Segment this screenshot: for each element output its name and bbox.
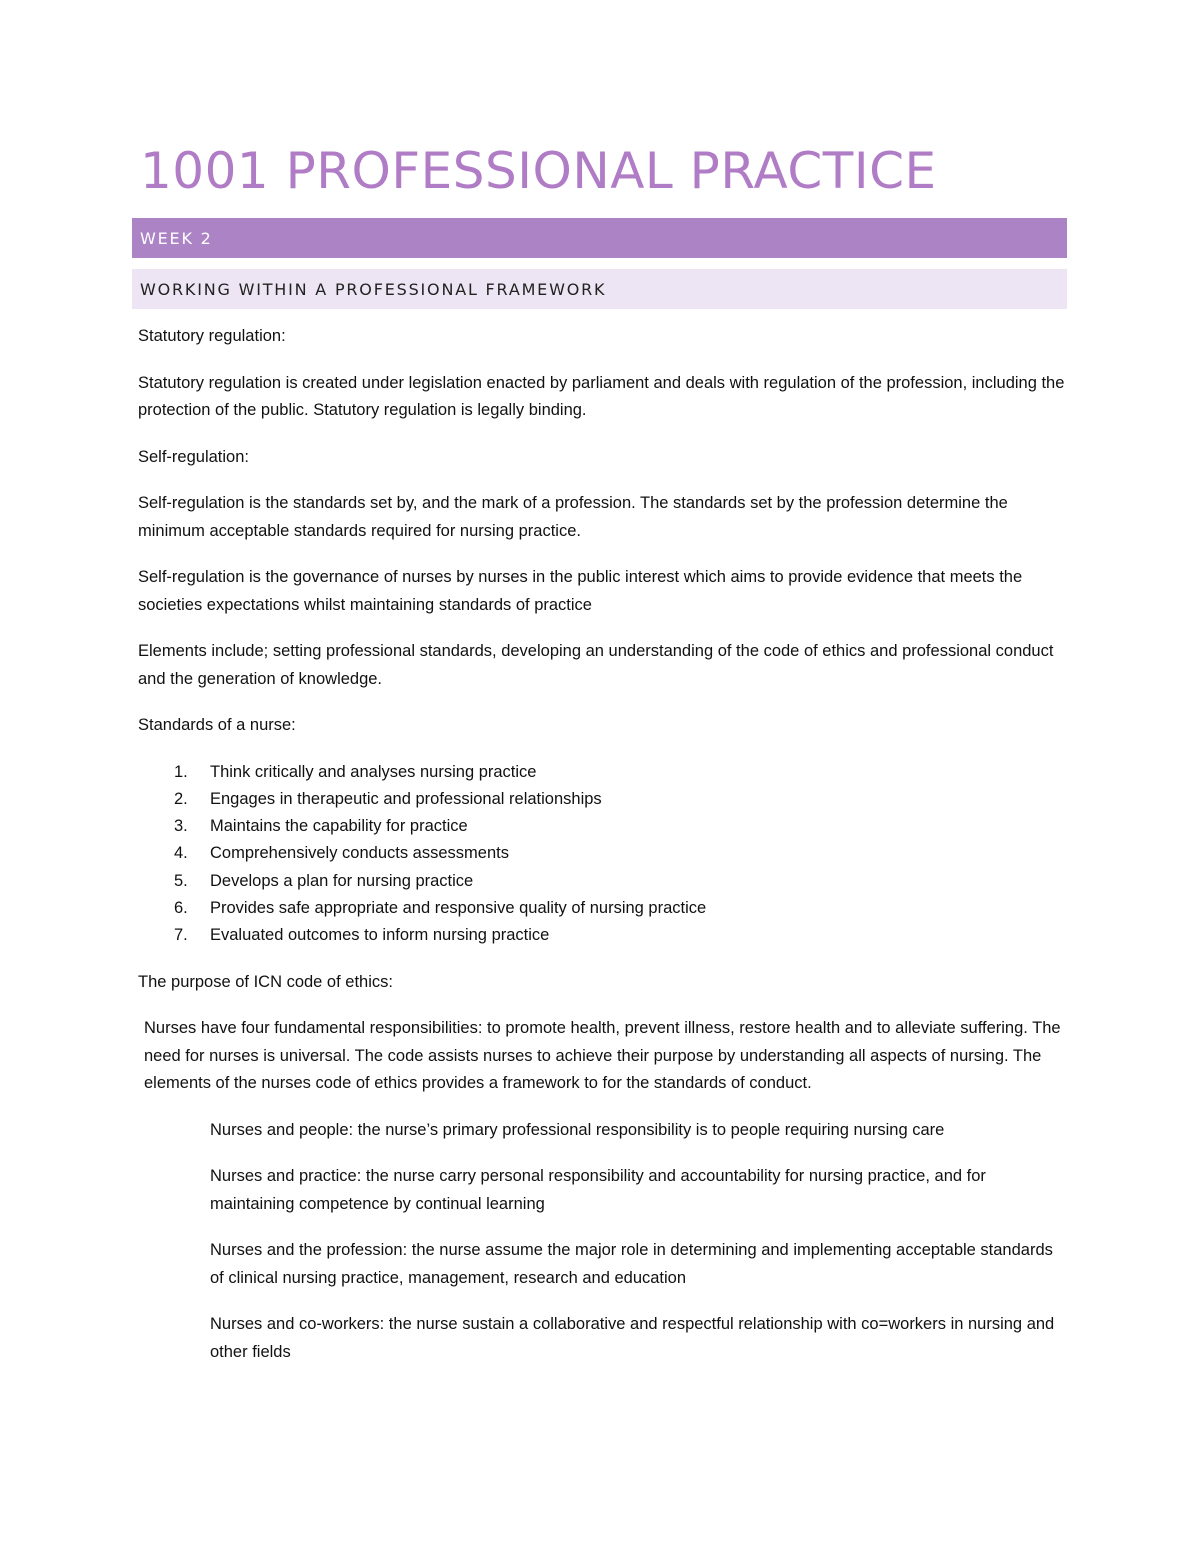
list-item-number: 5.	[174, 871, 188, 890]
statutory-label: Statutory regulation:	[138, 327, 286, 345]
list-item-number: 7.	[174, 926, 188, 945]
heading-section	[132, 269, 1067, 309]
list-item-text: Think critically and analyses nursing practice	[210, 762, 537, 781]
heading-week-label: WEEK 2	[140, 228, 213, 248]
list-item	[138, 813, 1068, 840]
standards-label: Standards of a nurse:	[138, 716, 296, 734]
icn-paragraph: Nurses have four fundamental responsibilities: to promote health, prevent illness, restore health and to alleviate suffering. The need for nurses is universal. The code assists nurses to achieve their purpose by understanding all aspects of nursing. The elements of the nurses code of ethics provides a framework to for the standards of conduct.	[144, 1019, 1061, 1093]
list-item-number: 4.	[174, 844, 188, 863]
heading-section-label: WORKING WITHIN A PROFESSIONAL FRAMEWORK	[140, 279, 607, 299]
heading-week	[132, 218, 1067, 258]
self-regulation-paragraph-2: Self-regulation is the governance of nurses by nurses in the public interest which aims to provide evidence that meets the societies expectations whilst maintaining standards of practice	[138, 568, 1023, 614]
element-nurses-and-people: Nurses and people: the nurse’s primary professional responsibility is to people requiring nursing care	[210, 1120, 945, 1139]
list-item-number: 3.	[174, 817, 188, 836]
list-item	[138, 786, 1068, 813]
list-item	[138, 868, 1068, 895]
icn-label: The purpose of ICN code of ethics:	[138, 972, 393, 991]
list-item	[138, 840, 1068, 867]
document-title: 1001 PROFESSIONAL PRACTICE	[140, 142, 937, 200]
list-item	[138, 759, 1068, 786]
list-item-number: 2.	[174, 789, 188, 808]
element-nurses-and-profession: Nurses and the profession: the nurse assume the major role in determining and implementing acceptable standards of clinical nursing practice, management, research and education	[210, 1241, 1053, 1287]
list-item-number: 6.	[174, 898, 188, 917]
list-item-number: 1.	[174, 762, 188, 781]
self-regulation-label: Self-regulation:	[138, 447, 249, 466]
standards-list	[138, 759, 1068, 950]
document-content	[138, 138, 1068, 1385]
list-item-text: Provides safe appropriate and responsive quality of nursing practice	[210, 898, 707, 917]
element-nurses-and-co-workers: Nurses and co-workers: the nurse sustain a collaborative and respectful relationship with co=workers in nursing and other fields	[210, 1315, 1055, 1361]
self-regulation-paragraph-1: Self-regulation is the standards set by, and the mark of a profession. The standards set by the profession determine the minimum acceptable standards required for nursing practice.	[138, 494, 1008, 540]
list-item-text: Evaluated outcomes to inform nursing practice	[210, 926, 550, 945]
list-item-text: Comprehensively conducts assessments	[210, 844, 509, 863]
list-item	[138, 895, 1068, 922]
statutory-paragraph: Statutory regulation is created under legislation enacted by parliament and deals with regulation of the profession, including the protection of the public. Statutory regulation is legally binding.	[138, 373, 1065, 419]
list-item-text: Engages in therapeutic and professional relationships	[210, 789, 602, 808]
element-nurses-and-practice: Nurses and practice: the nurse carry personal responsibility and accountability for nursing practice, and for maintaining competence by continual learning	[210, 1167, 986, 1213]
list-item-text: Maintains the capability for practice	[210, 817, 468, 836]
list-item	[138, 922, 1068, 949]
self-regulation-elements-paragraph: Elements include; setting professional standards, developing an understanding of the code of ethics and professional conduct and the generation of knowledge.	[138, 642, 1054, 688]
list-item-text: Develops a plan for nursing practice	[210, 871, 474, 890]
